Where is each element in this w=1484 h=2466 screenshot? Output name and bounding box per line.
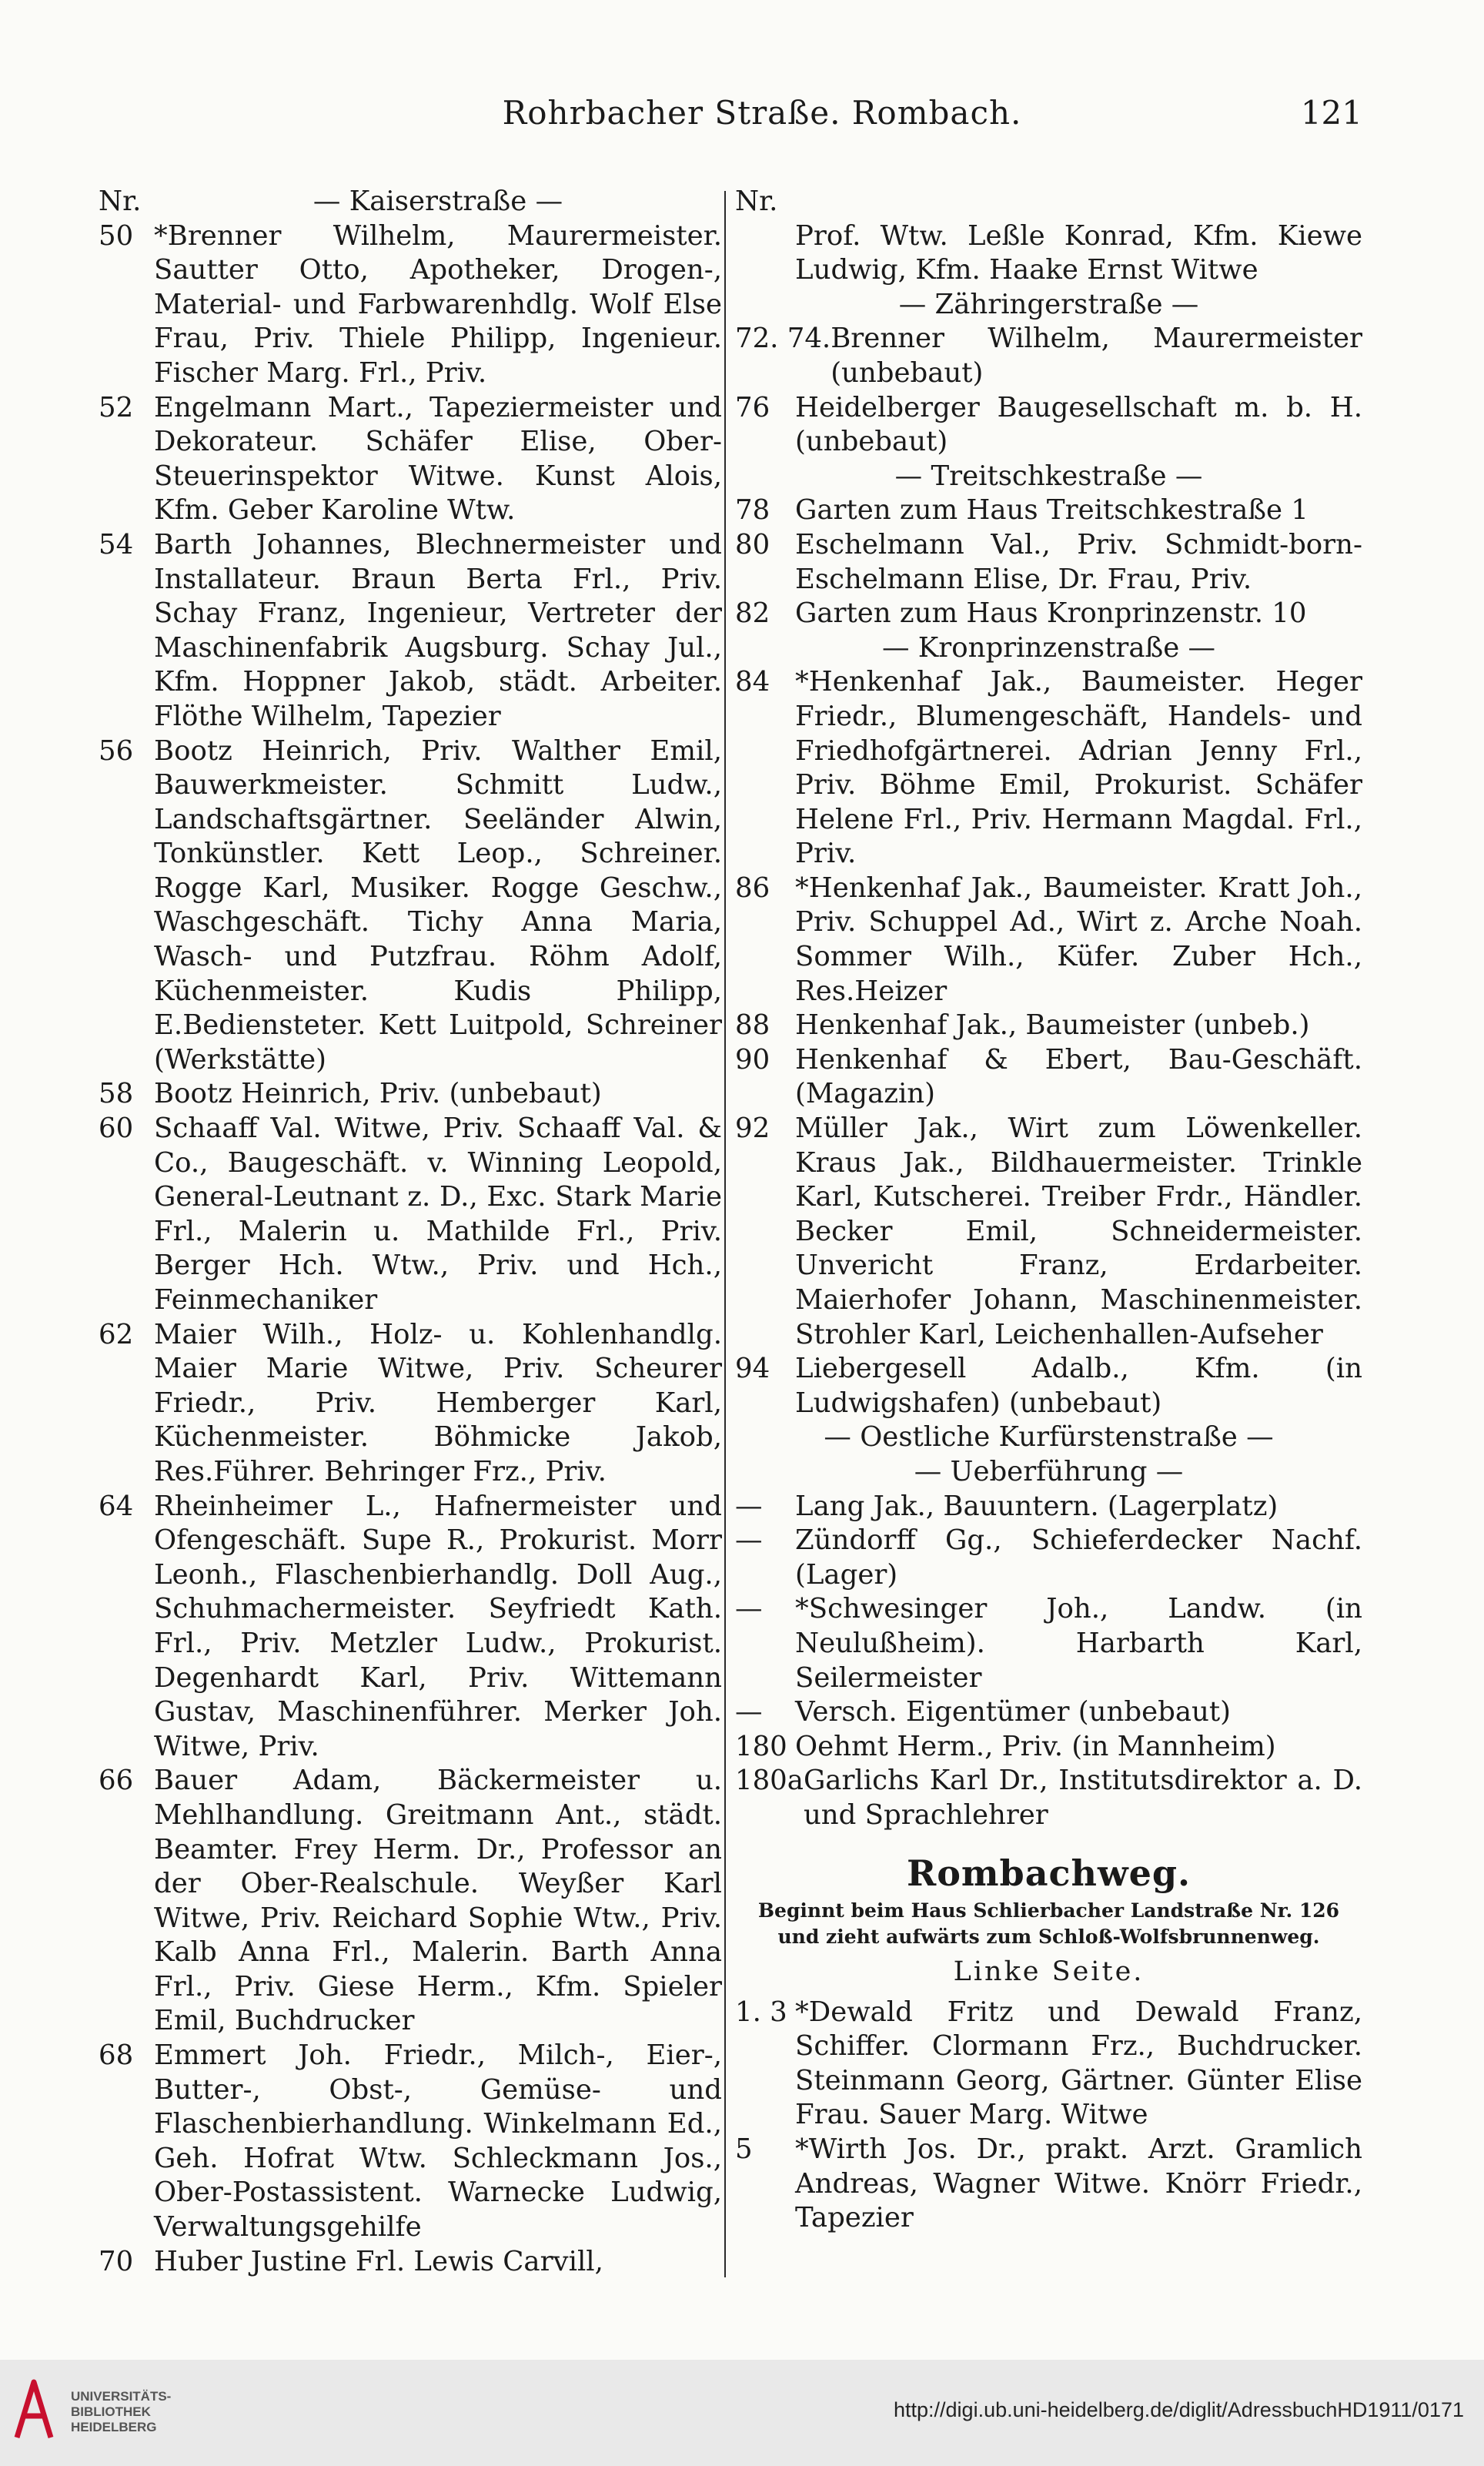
address-entry xyxy=(735,872,1362,1009)
resident-list: Schaaff Val. Witwe, Priv. Schaaff Val. & Co., Baugeschäft. v. Winning Leopold, General-Leutnant z. D., Exc. Stark Marie Frl., Malerin u. Mathilde Frl., Priv. Berger Hch. Wtw., Priv. und Hch., Feinmechaniker xyxy=(154,1113,722,1316)
house-number: — xyxy=(735,1524,763,1557)
house-number: — xyxy=(735,1696,763,1728)
page-number: 121 xyxy=(1300,94,1362,132)
entry-text: Prof. Wtw. Leßle Konrad, Kfm. Kiewe Ludwig, Kfm. Haake Ernst Witwe xyxy=(795,219,1362,286)
resident-list: Lang Jak., Bauuntern. (Lagerplatz) xyxy=(795,1490,1278,1522)
resident-list: Rheinheimer L., Hafnermeister und Ofengeschäft. Supe R., Prokurist. Morr Leonh., Flaschenbierhandlg. Doll Aug., Schuhmachermeister. Seyfriedt Kath. Frl., Priv. Metzler Ludw., Prokurist. Degenhardt Karl, Priv. Wittemann Gustav, Maschinenführer. Merker Joh. Witwe, Priv. xyxy=(154,1490,722,1762)
street-heading: — Zähringerstraße — xyxy=(898,288,1199,320)
house-number: 5 xyxy=(735,2133,753,2166)
library-name-line: BIBLIOTHEK xyxy=(71,2404,151,2419)
address-entry xyxy=(99,391,722,528)
house-number: 78 xyxy=(735,494,770,527)
resident-list: *Henkenhaf Jak., Baumeister. Kratt Joh., Priv. Schuppel Ad., Wirt z. Arche Noah. Sommer Wilh., Küfer. Zuber Hch., Res.Heizer xyxy=(795,872,1362,1007)
address-entry xyxy=(735,1490,1362,1524)
address-entry xyxy=(735,528,1362,597)
house-number: 56 xyxy=(99,734,134,767)
house-number: 68 xyxy=(99,2039,134,2072)
house-number: 62 xyxy=(99,1318,134,1350)
resident-list: Müller Jak., Wirt zum Löwenkeller. Kraus Jak., Bildhauermeister. Trinkle Karl, Kutscherei. Treiber Frdr., Händler. Becker Emil, Schneidermeister. Unvericht Franz, Erdarbeiter. Maierhofer Johann, Maschinenmeister. Strohler Karl, Leichenhallen-Aufseher xyxy=(795,1113,1362,1350)
resident-list: Engelmann Mart., Tapeziermeister und Dekorateur. Schäfer Elise, Ober-Steuerinspektor Witwe. Kunst Alois, Kfm. Geber Karoline Wtw. xyxy=(154,391,722,527)
resident-list: Garten zum Haus Treitschkestraße 1 xyxy=(795,494,1309,527)
house-number: 70 xyxy=(99,2245,134,2277)
resident-list: Bauer Adam, Bäckermeister u. Mehlhandlung. Greitmann Ant., städt. Beamter. Frey Herm. Dr., Professor an der Ober-Realschule. Weyßer Karl Witwe, Priv. Reichard Sophie Wtw., Priv. Kalb Anna Frl., Malerin. Barth Anna Frl., Priv. Giese Herm., Kfm. Spieler Emil, Buchdrucker xyxy=(154,1765,722,2037)
house-number: 52 xyxy=(99,391,134,423)
address-entry xyxy=(735,597,1362,631)
section-entry-list xyxy=(735,1996,1362,2236)
house-number: 84 xyxy=(735,666,770,698)
address-entry xyxy=(99,734,722,1078)
address-entry xyxy=(735,1695,1362,1730)
library-logo-icon xyxy=(11,2376,57,2445)
resident-list: Oehmt Herm., Priv. (in Mannheim) xyxy=(795,1730,1276,1762)
house-number: 180 xyxy=(735,1730,787,1762)
left-entry-list xyxy=(99,219,722,2280)
address-entry xyxy=(735,665,1362,872)
right-column xyxy=(735,185,1362,2236)
resident-list: Zündorff Gg., Schieferdecker Nachf. (Lager) xyxy=(795,1524,1362,1591)
resident-list: Bootz Heinrich, Priv. Walther Emil, Bauwerkmeister. Schmitt Ludw., Landschaftsgärtner. Seeländer Alwin, Tonkünstler. Kett Leop., Schreiner. Rogge Karl, Musiker. Rogge Geschw., Waschgeschäft. Tichy Anna Maria, Wasch- und Putzfrau. Röhm Adolf, Küchenmeister. Kudis Philipp, E.Bediensteter. Kett Luitpold, Schreiner (Werkstätte) xyxy=(154,734,722,1076)
address-entry xyxy=(99,219,722,391)
column-divider xyxy=(724,191,726,2277)
address-entry xyxy=(735,2133,1362,2236)
house-number: 88 xyxy=(735,1009,770,1042)
resident-list: *Brenner Wilhelm, Maurermeister. Sautter Otto, Apotheker, Drogen-, Material- und Farbwarenhdlg. Wolf Else Frau, Priv. Thiele Philipp, Ingenieur. Fischer Marg. Frl., Priv. xyxy=(154,219,722,389)
address-entry xyxy=(99,2039,722,2245)
resident-list: Barth Johannes, Blechnermeister und Installateur. Braun Berta Frl., Priv. Schay Franz, Ingenieur, Vertreter der Maschinenfabrik Augsburg. Schay Jul., Kfm. Hoppner Jakob, städt. Arbeiter. Flöthe Wilhelm, Tapezier xyxy=(154,528,722,732)
address-entry xyxy=(735,494,1362,528)
address-entry xyxy=(99,2245,722,2280)
street-heading: — Oestliche Kurfürstenstraße — xyxy=(824,1421,1274,1454)
house-number: 66 xyxy=(99,1765,134,1797)
house-number: 1. 3 xyxy=(735,1996,787,2028)
resident-list: *Dewald Fritz und Dewald Franz, Schiffer. Clormann Frz., Buchdrucker. Steinmann Georg, Gärtner. Günter Elise Frau. Sauer Marg. Witwe xyxy=(795,1996,1362,2131)
intro-entry xyxy=(735,219,1362,288)
running-title: Rohrbacher Straße. Rombach. xyxy=(502,94,1022,132)
source-url-link[interactable]: http://digi.ub.uni-heidelberg.de/diglit/AdressbuchHD1911/0171 xyxy=(894,2398,1464,2421)
house-number: 86 xyxy=(735,872,770,904)
house-number: 82 xyxy=(735,597,770,630)
side-title: Linke Seite. xyxy=(953,1956,1145,1988)
resident-list: Garlichs Karl Dr., Institutsdirektor a. D. und Sprachlehrer xyxy=(803,1765,1362,1831)
address-entry xyxy=(735,1352,1362,1420)
resident-list: Huber Justine Frl. Lewis Carvill, xyxy=(154,2245,603,2277)
address-entry xyxy=(99,1112,722,1318)
library-name-line: UNIVERSITÄTS- xyxy=(71,2389,172,2404)
right-street-blocks xyxy=(735,288,1362,1833)
address-entry xyxy=(735,322,1362,390)
address-entry xyxy=(99,1764,722,2039)
address-entry xyxy=(735,391,1362,460)
house-number: 64 xyxy=(99,1490,134,1522)
library-name-line: HEIDELBERG xyxy=(71,2420,157,2434)
nr-label: Nr. xyxy=(99,186,142,217)
house-number: 60 xyxy=(99,1113,134,1145)
resident-list: Liebergesell Adalb., Kfm. (in Ludwigshafen) (unbebaut) xyxy=(795,1353,1362,1419)
resident-list: Eschelmann Val., Priv. Schmidt-born-Eschelmann Elise, Dr. Frau, Priv. xyxy=(795,528,1362,595)
house-number: 180a xyxy=(735,1765,804,1797)
house-number: — xyxy=(735,1490,763,1522)
house-number: 72. 74. xyxy=(735,323,831,355)
left-column-head xyxy=(99,185,722,219)
house-number: 92 xyxy=(735,1113,770,1145)
address-entry xyxy=(735,1996,1362,2133)
address-entry xyxy=(735,1524,1362,1592)
address-entry xyxy=(735,1043,1362,1112)
resident-list: *Schwesinger Joh., Landw. (in Neulußheim). Harbarth Karl, Seilermeister xyxy=(795,1593,1362,1694)
resident-list: Henkenhaf Jak., Baumeister (unbeb.) xyxy=(795,1009,1310,1042)
address-entry xyxy=(99,1490,722,1765)
rombachweg-section xyxy=(735,1852,1362,2236)
house-number: 90 xyxy=(735,1043,770,1076)
section-description: Beginnt beim Haus Schlierbacher Landstraße Nr. 126 und zieht aufwärts zum Schloß-Wolfsbrunnenweg. xyxy=(757,1899,1340,1949)
address-entry xyxy=(735,1009,1362,1043)
page-header xyxy=(162,94,1362,148)
address-entry xyxy=(99,1318,722,1490)
address-entry xyxy=(99,1077,722,1112)
house-number: — xyxy=(735,1593,763,1625)
house-number: 76 xyxy=(735,391,770,423)
address-entry xyxy=(735,1592,1362,1695)
house-number: 94 xyxy=(735,1353,770,1385)
nr-label: Nr. xyxy=(735,186,778,217)
resident-list: Henkenhaf & Ebert, Bau-Geschäft. (Magazin) xyxy=(795,1043,1362,1110)
street-heading: — Kronprinzenstraße — xyxy=(881,631,1216,664)
street-heading: — Treitschkestraße — xyxy=(894,460,1203,492)
street-heading: — Kaiserstraße — xyxy=(313,186,563,217)
address-entry xyxy=(99,528,722,734)
house-number: 50 xyxy=(99,219,134,252)
footer-bar xyxy=(0,2360,1484,2466)
house-number: 54 xyxy=(99,528,134,560)
resident-list: Maier Wilh., Holz- u. Kohlenhandlg. Maier Marie Witwe, Priv. Scheurer Friedr., Priv. Hemberger Karl, Küchenmeister. Böhmicke Jakob, Res.Führer. Behringer Frz., Priv. xyxy=(154,1318,722,1487)
street-heading: — Ueberführung — xyxy=(914,1455,1184,1487)
house-number: 58 xyxy=(99,1078,134,1110)
resident-list: Bootz Heinrich, Priv. (unbebaut) xyxy=(154,1078,602,1110)
house-number: 80 xyxy=(735,528,770,560)
library-name xyxy=(71,2389,171,2435)
address-entry xyxy=(735,1764,1362,1832)
address-entry xyxy=(735,1112,1362,1352)
resident-list: Garten zum Haus Kronprinzenstr. 10 xyxy=(795,597,1307,630)
resident-list: *Henkenhaf Jak., Baumeister. Heger Friedr., Blumengeschäft, Handels- und Friedhofgärtnerei. Adrian Jenny Frl., Priv. Böhme Emil, Prokurist. Schäfer Helene Frl., Priv. Hermann Magdal. Frl., Priv. xyxy=(795,666,1362,870)
resident-list: *Wirth Jos. Dr., prakt. Arzt. Gramlich Andreas, Wagner Witwe. Knörr Friedr., Tapezier xyxy=(795,2133,1362,2234)
left-column xyxy=(99,185,722,2279)
resident-list: Brenner Wilhelm, Maurermeister (unbebaut) xyxy=(831,323,1362,389)
section-heading: Rombachweg. xyxy=(906,1852,1192,1894)
resident-list: Heidelberger Baugesellschaft m. b. H. (unbebaut) xyxy=(795,391,1362,458)
resident-list: Versch. Eigentümer (unbebaut) xyxy=(795,1696,1231,1728)
resident-list: Emmert Joh. Friedr., Milch-, Eier-, Butter-, Obst-, Gemüse- und Flaschenbierhandlung. Winkelmann Ed., Geh. Hofrat Wtw. Schleckmann Jos., Ober-Postassistent. Warnecke Ludwig, Verwaltungsgehilfe xyxy=(154,2039,722,2243)
address-entry xyxy=(735,1730,1362,1765)
